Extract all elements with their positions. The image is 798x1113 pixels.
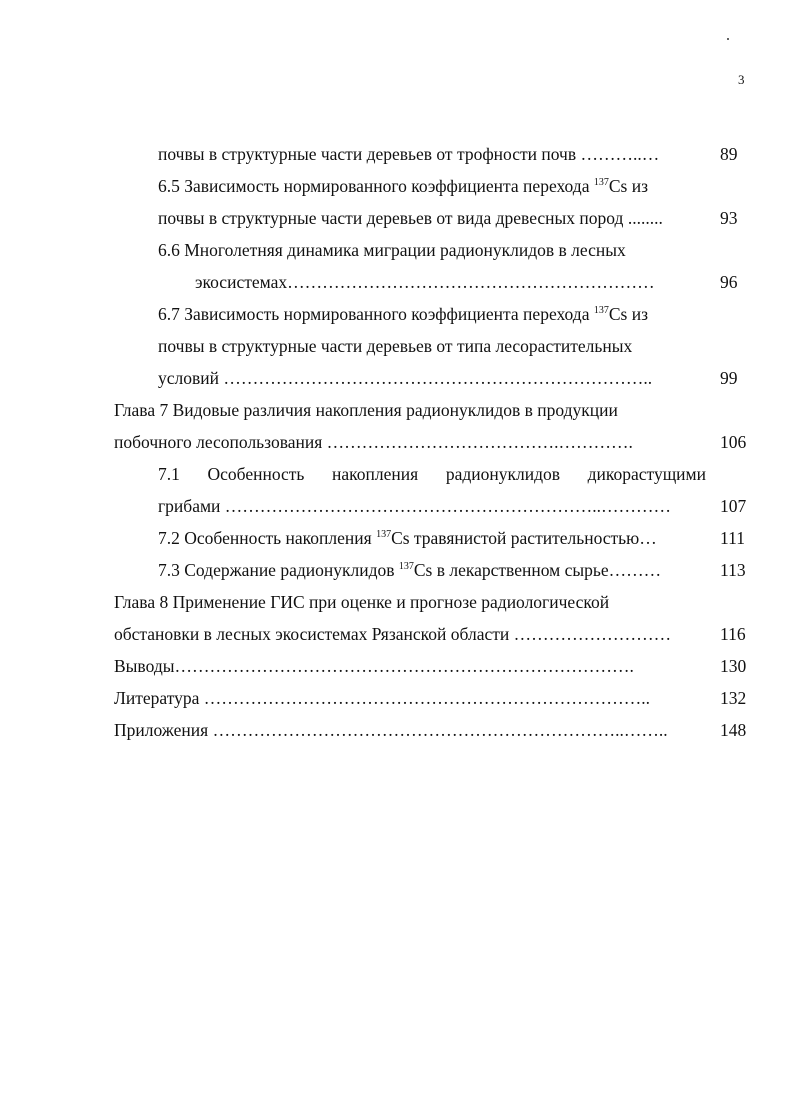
toc-page-113: 113: [720, 560, 746, 580]
toc-word: накопления: [332, 464, 419, 484]
toc-entry-6-7-tail: Cs из: [608, 304, 648, 324]
toc-page-132: 132: [720, 688, 747, 708]
toc-page-106: 106: [720, 432, 747, 452]
toc-page-111: 111: [720, 528, 745, 548]
toc-entry-7-1: [158, 463, 706, 485]
toc-appendices: Приложения ……………………………………………………………..……..: [114, 720, 668, 740]
toc-page-89: 89: [720, 144, 738, 164]
toc-entry-7-3-text: 7.3 Содержание радионуклидов: [158, 560, 399, 580]
toc-page-130: 130: [720, 656, 747, 676]
toc-page-99: 99: [720, 368, 738, 388]
page-number: 3: [738, 72, 745, 87]
isotope-superscript: 137: [398, 561, 414, 572]
toc-entry-7-2-tail: Cs травянистой растительностью…: [391, 528, 657, 548]
toc-entry-7-2-text: 7.2 Особенность накопления: [158, 528, 377, 548]
toc-word: 7.1: [158, 464, 180, 484]
toc-page-116: 116: [720, 624, 746, 644]
toc-entry-6-5-text: 6.5 Зависимость нормированного коэффициента перехода: [158, 176, 594, 196]
isotope-superscript: 137: [376, 529, 392, 540]
toc-word: дикорастущими: [587, 464, 706, 484]
toc-entry-7-3-tail: Cs в лекарственном сырье………: [413, 560, 662, 580]
toc-entry-6-5: [158, 175, 648, 197]
toc-entry-6-7-text: 6.7 Зависимость нормированного коэффициента перехода: [158, 304, 594, 324]
toc-word: Особенность: [207, 464, 305, 484]
toc-entry-6-7-cont: почвы в структурные части деревьев от типа лесорастительных: [158, 336, 633, 356]
toc-conclusions: Выводы…………………………………………………………………….: [114, 656, 634, 676]
toc-entry-6-6: 6.6 Многолетняя динамика миграции радионуклидов в лесных: [158, 240, 626, 260]
toc-entry-6-4-cont: почвы в структурные части деревьев от трофности почв ………..…: [158, 144, 660, 164]
toc-word: радионуклидов: [445, 464, 560, 484]
toc-entry-7-2: [158, 527, 657, 549]
toc-chapter-8-cont: обстановки в лесных экосистемах Рязанской области ………………………: [114, 624, 672, 644]
toc-chapter-7: Глава 7 Видовые различия накопления радионуклидов в продукции: [114, 400, 618, 420]
toc-page-107: 107: [720, 496, 747, 516]
toc-entry-6-5-tail: Cs из: [608, 176, 648, 196]
isotope-superscript: 137: [593, 305, 609, 316]
toc-entry-6-5-cont: почвы в структурные части деревьев от вида древесных пород ........: [158, 208, 663, 228]
toc-entry-7-1-cont: грибами ………………………………………………………..…………: [158, 496, 672, 516]
toc-entry-6-7: [158, 303, 648, 325]
isotope-superscript: 137: [593, 177, 609, 188]
toc-chapter-8: Глава 8 Применение ГИС при оценке и прогнозе радиологической: [114, 592, 610, 612]
toc-literature: Литература …………………………………………………………………..: [114, 688, 651, 708]
toc-entry-6-6-cont: экосистемах………………………………………………………: [195, 272, 655, 292]
toc-entry-7-3: [158, 559, 661, 581]
toc-page-148: 148: [720, 720, 747, 740]
scan-mark: [727, 38, 729, 40]
toc-page-96: 96: [720, 272, 738, 292]
toc-page-93: 93: [720, 208, 738, 228]
toc-chapter-7-cont: побочного лесопользования ………………………………….………….: [114, 432, 633, 452]
toc-entry-6-7-cont2: условий ………………………………………………………………..: [158, 368, 653, 388]
